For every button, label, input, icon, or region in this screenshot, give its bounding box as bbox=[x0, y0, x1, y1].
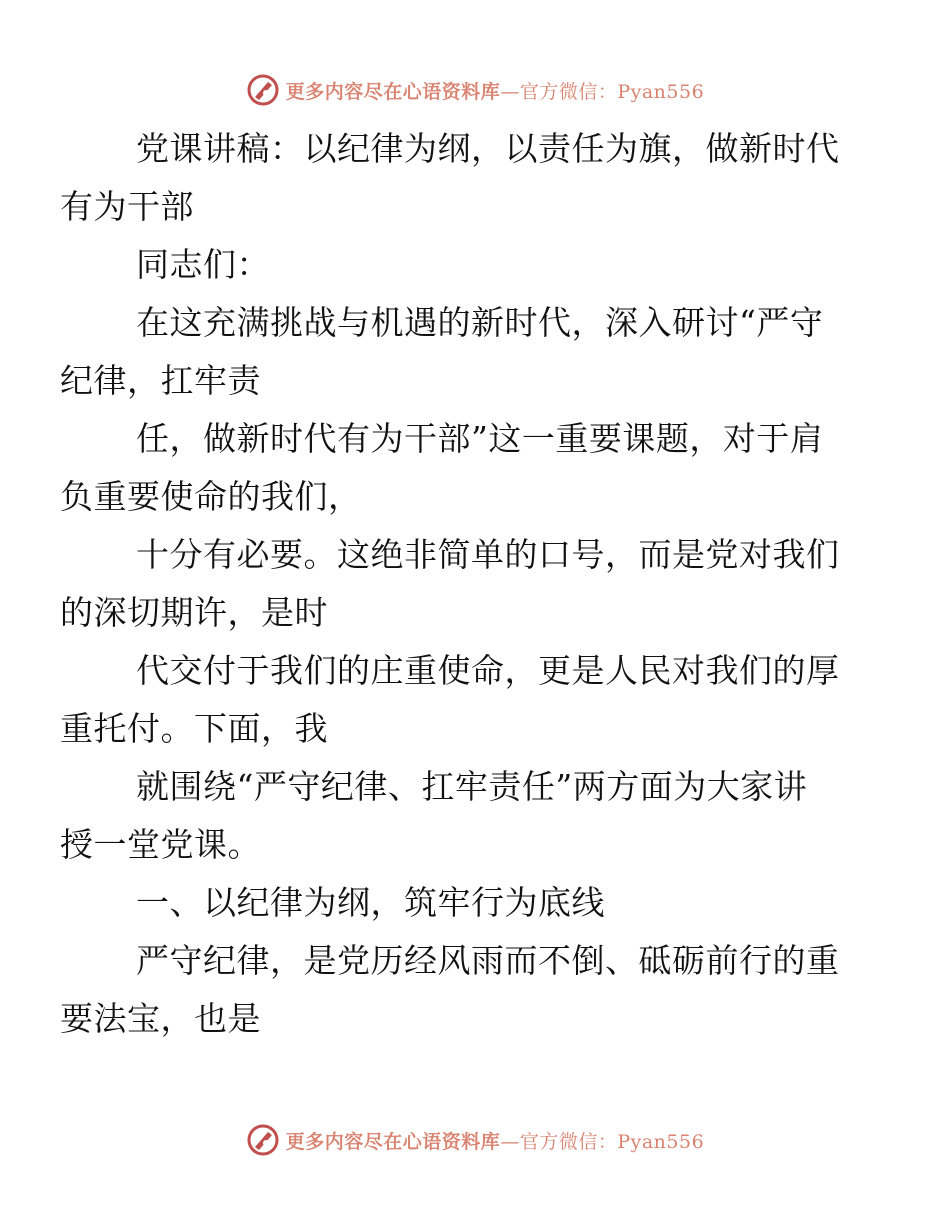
paragraph bbox=[60, 294, 858, 410]
watermark-wechat-label: 官方微信： bbox=[519, 80, 618, 103]
text-line: 十分有必要。这绝非简单的口号，而是党对我们 bbox=[136, 535, 840, 574]
pen-seal-icon bbox=[246, 73, 280, 107]
paragraph bbox=[60, 932, 858, 1048]
document-title bbox=[60, 120, 858, 236]
paragraph bbox=[60, 526, 858, 642]
watermark-header bbox=[0, 70, 950, 110]
watermark-title: 更多内容尽在心语资料库 bbox=[285, 80, 501, 103]
text-line: 纪律，扛牢责 bbox=[60, 361, 261, 400]
text-line: 在这充满挑战与机遇的新时代，深入研讨“严守 bbox=[136, 303, 824, 342]
watermark-wechat-id: Pyan556 bbox=[617, 1130, 705, 1153]
text-line: 要法宝，也是 bbox=[60, 999, 261, 1038]
paragraph bbox=[60, 642, 858, 758]
section-heading bbox=[98, 874, 858, 932]
text-line: 代交付于我们的庄重使命，更是人民对我们的厚 bbox=[136, 651, 840, 690]
watermark-text-line bbox=[286, 77, 704, 104]
text-line: 任，做新时代有为干部”这一重要课题，对于肩 bbox=[136, 419, 824, 458]
text-line: 的深切期许，是时 bbox=[60, 593, 328, 632]
paragraph bbox=[60, 758, 858, 874]
document-body bbox=[60, 120, 858, 1048]
text-line: 党课讲稿：以纪律为纲，以责任为旗，做新时代 bbox=[136, 129, 840, 168]
text-line: 重托付。下面，我 bbox=[60, 709, 328, 748]
watermark-title: 更多内容尽在心语资料库 bbox=[285, 1130, 501, 1153]
paragraph bbox=[60, 410, 858, 526]
text-line: 负重要使命的我们， bbox=[60, 477, 362, 516]
watermark-footer bbox=[0, 1120, 950, 1160]
text-line: 授一堂党课。 bbox=[60, 825, 261, 864]
watermark-separator: — bbox=[500, 1130, 520, 1153]
watermark-separator: — bbox=[500, 80, 520, 103]
text-line: 就围绕“严守纪律、扛牢责任”两方面为大家讲 bbox=[136, 767, 808, 806]
text-line: 严守纪律，是党历经风雨而不倒、砥砺前行的重 bbox=[136, 941, 840, 980]
watermark-text-line bbox=[286, 1127, 704, 1154]
watermark-wechat-label: 官方微信： bbox=[519, 1130, 618, 1153]
salutation bbox=[98, 236, 858, 294]
watermark-wechat-id: Pyan556 bbox=[617, 80, 705, 103]
text-line: 一、以纪律为纲，筑牢行为底线 bbox=[136, 883, 605, 922]
pen-seal-icon bbox=[246, 1123, 280, 1157]
text-line: 同志们： bbox=[136, 245, 270, 284]
text-line: 有为干部 bbox=[60, 187, 194, 226]
